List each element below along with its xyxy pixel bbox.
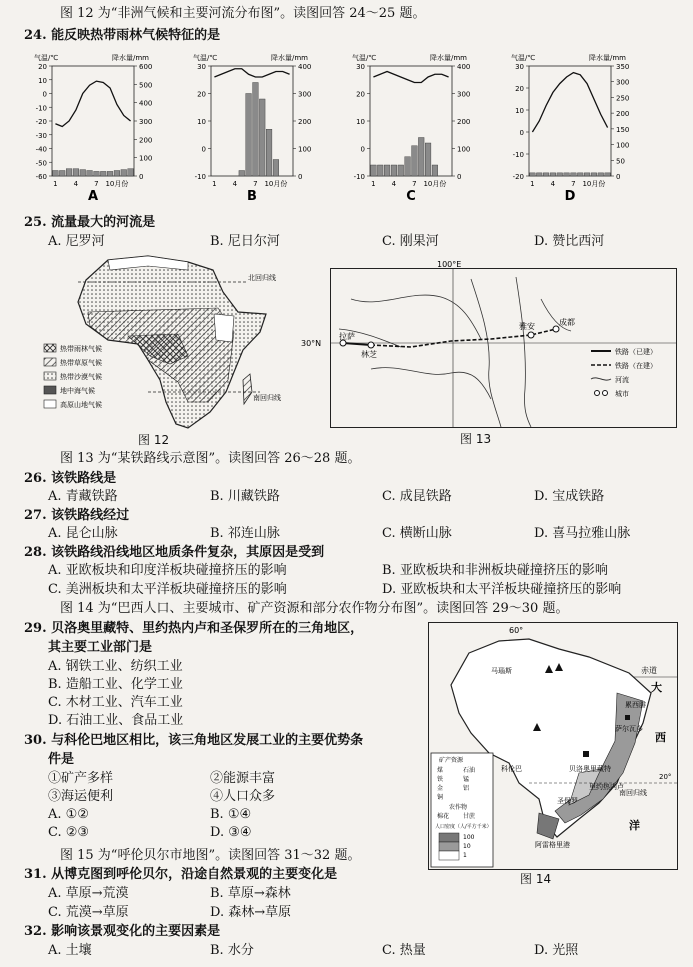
chart-c-precip-bar <box>418 138 424 177</box>
q25-option-c[interactable]: C. 刚果河 <box>382 234 439 249</box>
chart-a-temp-tick-label: -10 <box>35 104 47 113</box>
chart-b-temp-tick-label: 0 <box>201 145 206 154</box>
chart-c-precip-tick-label: 400 <box>457 63 471 71</box>
chart-b-precip-bar <box>259 99 265 176</box>
chart-d-precip-bar <box>564 173 570 176</box>
q28-stem: 28. 该铁路线沿线地区地质条件复杂，其原因是受到 <box>24 545 325 560</box>
q31-option-b[interactable]: B. 草原→森林 <box>210 886 291 901</box>
chart-a-month-tick: 1 <box>53 180 58 188</box>
chart-a-month-tick: 10月份 <box>105 180 129 188</box>
chart-b-temp-tick-label: 30 <box>197 63 206 71</box>
chart-a-precip-bar <box>94 171 100 176</box>
q32-stem: 32. 影响该景观变化的主要因素是 <box>24 924 221 939</box>
chart-a-precip-tick-label: 200 <box>139 136 153 145</box>
chart-c-month-tick: 7 <box>412 180 417 188</box>
q24-stem: 24. 能反映热带雨林气候特征的是 <box>24 28 221 43</box>
label-yaan: 雅安 <box>519 322 535 331</box>
legend-rail-planned: 铁路（在建） <box>615 362 657 370</box>
q28-option-d[interactable]: D. 亚欧板块和太平洋板块碰撞挤压的影响 <box>382 582 622 597</box>
q30-option-a[interactable]: A. ①② <box>48 807 89 822</box>
chart-c-temp-tick-label: 30 <box>356 63 365 71</box>
label-60: 60° <box>509 626 524 635</box>
intro-fig12: 图 12 为“非洲气候和主要河流分布图”。读图回答 24～25 题。 <box>60 6 426 21</box>
q28-option-a[interactable]: A. 亚欧板块和印度洋板块碰撞挤压的影响 <box>48 563 287 578</box>
label-tropic-cancer: 北回归线 <box>248 274 276 282</box>
chart-b-temp-tick-label: 20 <box>197 90 206 99</box>
chart-c-temp-tick-label: -10 <box>353 173 365 181</box>
brazil-map-svg <box>429 623 677 869</box>
q29-option-c[interactable]: C. 木材工业、汽车工业 <box>48 695 183 710</box>
q30-stem-line2: 件是 <box>48 752 75 767</box>
railway-map-svg <box>301 260 676 427</box>
chart-d-precip-tick-label: 200 <box>616 110 630 119</box>
chart-c-precip-bar <box>371 165 377 176</box>
chart-d-temp-tick-label: 20 <box>515 85 524 93</box>
q26-stem: 26. 该铁路线是 <box>24 471 117 486</box>
label-porto-alegre: 阿雷格里港 <box>535 841 570 849</box>
chart-d-temp-tick-label: -10 <box>512 151 524 159</box>
q25-stem: 25. 流量最大的河流是 <box>24 215 156 230</box>
chart-a-precip-bar <box>59 171 65 177</box>
q26-option-d[interactable]: D. 宝成铁路 <box>534 489 605 504</box>
chart-a-precip-tick-label: 100 <box>139 154 153 163</box>
chart-d-precip-bar <box>584 173 590 176</box>
chart-b-precip-tick-label: 400 <box>298 63 312 71</box>
chart-b-precip-axis-label: 降水量/mm <box>271 54 308 62</box>
chart-b-precip-tick-label: 100 <box>298 145 312 154</box>
chart-a-precip-bar <box>128 169 134 176</box>
chart-a-temp-tick-label: 20 <box>38 63 47 71</box>
label-chengdu: 成都 <box>559 318 575 327</box>
chart-b-temp-axis-label: 气温/℃ <box>193 54 218 62</box>
chart-d-precip-tick-label: 0 <box>616 173 621 181</box>
q31-option-c[interactable]: C. 荒漠→草原 <box>48 905 129 920</box>
chart-c-temp-tick-label: 0 <box>360 145 365 154</box>
q32-option-a[interactable]: A. 土壤 <box>48 943 92 958</box>
label-tropic-14: 南回归线 <box>619 789 647 797</box>
chart-a-precip-bar <box>121 170 127 176</box>
chart-a-temp-tick-label: -20 <box>35 118 47 126</box>
legend-sugarcane: 甘蔗 <box>463 813 476 820</box>
fig13-legend <box>591 347 657 398</box>
highland-zone <box>214 314 234 342</box>
madagascar <box>243 374 252 404</box>
chart-a-precip-tick-label: 0 <box>139 173 144 181</box>
chart-d-precip-tick-label: 350 <box>616 63 630 71</box>
chart-d-temp-tick-label: 10 <box>515 107 524 115</box>
chart-b-precip-tick-label: 0 <box>298 173 303 181</box>
legend-iron: 铁 <box>437 776 444 783</box>
q26-option-b[interactable]: B. 川藏铁路 <box>210 489 280 504</box>
chart-a-precip-tick-label: 600 <box>139 63 153 71</box>
chart-a-temp-tick-label: 0 <box>42 90 47 99</box>
chart-d-precip-bar <box>571 173 577 176</box>
legend-copper: 铜 <box>437 794 444 801</box>
chart-c-precip-bar <box>432 165 438 176</box>
chart-d-month-tick: 1 <box>530 180 535 188</box>
chart-c-precip-bar <box>384 165 390 176</box>
chart-b-month-tick: 7 <box>253 180 258 188</box>
chart-a-precip-bar <box>87 171 93 177</box>
chart-b-frame <box>211 66 293 176</box>
chart-c-precip-bar <box>425 143 431 176</box>
chart-c-precip-bar <box>412 146 418 176</box>
chart-d-precip-tick-label: 250 <box>616 94 630 103</box>
chart-a-precip-bar <box>100 171 106 176</box>
railway-planned <box>371 329 556 347</box>
chart-c-precip-tick-label: 0 <box>457 173 462 181</box>
chart-c-precip-bar <box>398 165 404 176</box>
chart-b-precip-bar <box>246 94 252 177</box>
chart-d-precip-bar <box>536 173 542 176</box>
q30-item-1: ①矿产多样 <box>48 771 114 786</box>
chart-a-temp-line <box>55 81 130 126</box>
legend-density-title: 人口密度（人/平方千米） <box>435 824 492 830</box>
chart-a-precip-bar <box>66 169 72 176</box>
chart-c-precip-tick-label: 200 <box>457 118 471 126</box>
legend-coal: 煤 <box>437 767 444 774</box>
chart-c-month-tick: 4 <box>391 180 397 188</box>
chart-a-precip-bar <box>80 170 86 176</box>
chart-a-temp-axis-label: 气温/℃ <box>34 54 59 62</box>
label-corumba: 科伦巴 <box>501 765 522 773</box>
chart-c-precip-tick-label: 300 <box>457 90 471 99</box>
chart-a-precip-bar <box>53 171 59 177</box>
legend-highland: 高原山地气候 <box>60 401 102 409</box>
africa-climate-map <box>38 252 288 434</box>
legend-density-10: 10 <box>463 843 471 850</box>
chart-c-precip-bar <box>377 165 383 176</box>
q32-option-b[interactable]: B. 水分 <box>210 943 254 958</box>
q25-option-b[interactable]: B. 尼日尔河 <box>210 234 280 249</box>
label-ocean-3: 洋 <box>629 819 640 832</box>
chart-d-precip-bar <box>543 173 549 176</box>
q28-option-c[interactable]: C. 美洲板块和太平洋板块碰撞挤压的影响 <box>48 582 287 597</box>
chart-d-temp-tick-label: 0 <box>519 129 524 137</box>
intro-fig13: 图 13 为“某铁路线示意图”。读图回答 26～28 题。 <box>60 451 361 466</box>
fig12-caption: 图 12 <box>138 433 170 447</box>
chart-d-precip-bar <box>577 173 583 176</box>
q32-option-c[interactable]: C. 热量 <box>382 943 426 958</box>
chart-a-temp-tick-label: -30 <box>35 131 47 140</box>
label-lhasa: 拉萨 <box>339 332 355 341</box>
label-rio: 里约热内卢 <box>589 783 624 791</box>
chart-d-letter: D <box>564 189 576 204</box>
chart-d-precip-bar <box>550 173 556 176</box>
q27-option-c[interactable]: C. 横断山脉 <box>382 526 452 541</box>
chart-d-month-tick: 7 <box>571 180 576 188</box>
label-nyingchi: 林芝 <box>361 350 377 359</box>
chart-c-precip-bar <box>405 157 411 176</box>
chart-d-precip-bar <box>591 173 597 176</box>
legend-gold: 金 <box>437 785 444 792</box>
chart-b-temp-tick-label: 10 <box>197 118 206 126</box>
fig12-legend <box>44 344 102 409</box>
q25-option-a[interactable]: A. 尼罗河 <box>48 234 105 249</box>
q30-item-3: ③海运便利 <box>48 789 114 804</box>
chart-b-month-tick: 1 <box>212 180 217 188</box>
q31-option-d[interactable]: D. 森林→草原 <box>210 905 292 920</box>
chart-b-precip-tick-label: 300 <box>298 90 312 99</box>
legend-oil: 石油 <box>463 767 476 774</box>
chart-a-precip-bar <box>73 169 79 176</box>
chart-d-precip-bar <box>530 173 536 176</box>
q30-option-b[interactable]: B. ①④ <box>210 807 252 822</box>
legend-mediterranean: 地中海气候 <box>60 387 95 395</box>
label-tropic-capricorn: 南回归线 <box>253 394 281 402</box>
city-yaan <box>528 332 534 338</box>
q29-option-a[interactable]: A. 钢铁工业、纺织工业 <box>48 659 183 674</box>
label-ocean-1: 大 <box>651 681 662 694</box>
chart-c-temp-tick-label: 20 <box>356 90 365 99</box>
chart-a-temp-tick-label: 10 <box>38 76 47 85</box>
legend-city: 城市 <box>615 390 629 398</box>
chart-d-precip-tick-label: 150 <box>616 125 630 134</box>
chart-d-precip-bar <box>557 173 563 176</box>
q27-option-a[interactable]: A. 昆仑山脉 <box>48 526 118 541</box>
label-manaus: 马瑙斯 <box>491 667 512 675</box>
q30-item-2: ②能源丰富 <box>210 771 276 786</box>
q27-option-d[interactable]: D. 喜马拉雅山脉 <box>534 526 631 541</box>
chart-d-precip-tick-label: 100 <box>616 141 630 150</box>
chart-a-letter: A <box>87 189 99 204</box>
chart-c-letter: C <box>406 189 416 204</box>
q25-option-d[interactable]: D. 赞比西河 <box>534 234 605 249</box>
label-20: 20° <box>659 773 672 781</box>
legend-desert: 热带沙漠气候 <box>60 373 102 381</box>
climate-charts-svg <box>32 48 668 220</box>
chart-d-precip-bar <box>598 173 604 176</box>
chart-b-temp-line <box>214 69 289 77</box>
chart-c-month-tick: 10月份 <box>423 180 447 188</box>
legend-river: 河流 <box>615 376 629 384</box>
q27-option-b[interactable]: B. 祁连山脉 <box>210 526 280 541</box>
q30-stem-line1: 30. 与科伦巴地区相比，该三角地区发展工业的主要优势条 <box>24 733 364 748</box>
q31-stem: 31. 从博克图到呼伦贝尔，沿途自然景观的主要变化是 <box>24 867 338 882</box>
chart-a-precip-tick-label: 500 <box>139 81 153 90</box>
legend-rainforest: 热带雨林气候 <box>60 345 102 353</box>
chart-d-temp-tick-label: -20 <box>512 173 524 181</box>
chart-c-frame <box>370 66 452 176</box>
chart-d-frame <box>529 66 611 176</box>
chart-d-temp-axis-label: 气温/℃ <box>511 54 536 62</box>
chart-c-month-tick: 1 <box>371 180 376 188</box>
chart-c-temp-line <box>373 72 448 83</box>
chart-b-letter: B <box>247 189 257 204</box>
chart-b-precip-bar <box>239 171 245 177</box>
rainforest-zone <box>128 334 188 364</box>
intro-fig14: 图 14 为“巴西人口、主要城市、矿产资源和部分农作物分布图”。读图回答 29～30 题。 <box>60 601 569 616</box>
legend-crops: 农作物 <box>449 804 468 811</box>
brazil-map <box>428 622 678 870</box>
q31-option-a[interactable]: A. 草原→荒漠 <box>48 886 129 901</box>
q29-stem-line1: 29. 贝洛奥里藏特、里约热内卢和圣保罗所在的三角地区， <box>24 621 364 636</box>
chart-d-temp-line <box>532 73 607 132</box>
legend-title-minerals: 矿产资源 <box>439 757 464 764</box>
label-salvador: 萨尔瓦多 <box>615 725 643 733</box>
chart-a-precip-axis-label: 降水量/mm <box>112 54 149 62</box>
chart-a-temp-tick-label: -60 <box>35 173 47 181</box>
africa-map-svg <box>38 252 288 434</box>
legend-savanna: 热带草原气候 <box>60 359 102 367</box>
label-ocean-2: 西 <box>655 731 666 744</box>
label-recife: 累西腓 <box>625 701 646 709</box>
q28-option-b[interactable]: B. 亚欧板块和非洲板块碰撞挤压的影响 <box>382 563 608 578</box>
chart-c-temp-axis-label: 气温/℃ <box>352 54 377 62</box>
legend-rail-built: 铁路（已建） <box>615 348 657 356</box>
chart-a-precip-tick-label: 300 <box>139 118 153 126</box>
label-sao-paulo: 圣保罗 <box>557 797 578 805</box>
climate-charts <box>32 48 668 220</box>
chart-b-precip-bar <box>266 129 272 176</box>
q27-stem: 27. 该铁路线经过 <box>24 508 130 523</box>
q26-option-a[interactable]: A. 青藏铁路 <box>48 489 118 504</box>
chart-d-month-tick: 4 <box>550 180 556 188</box>
q32-option-d[interactable]: D. 光照 <box>534 943 579 958</box>
chart-a-precip-bar <box>107 171 113 176</box>
chart-c-precip-bar <box>391 165 397 176</box>
chart-b-precip-bar <box>273 160 279 177</box>
legend-density-1: 1 <box>463 852 467 859</box>
legend-manganese: 锰 <box>463 776 470 783</box>
label-30n: 30°N <box>301 339 322 348</box>
chart-a-precip-tick-label: 400 <box>139 99 153 108</box>
chart-a-temp-tick-label: -50 <box>35 159 47 168</box>
q29-option-d[interactable]: D. 石油工业、食品工业 <box>48 713 184 728</box>
fig14-caption: 图 14 <box>520 872 552 886</box>
q29-stem-line2: 其主要工业部门是 <box>48 640 153 655</box>
chart-d-precip-tick-label: 300 <box>616 78 630 87</box>
legend-aluminium: 铝 <box>463 785 470 792</box>
chart-a-month-tick: 7 <box>94 180 99 188</box>
chart-a-precip-bar <box>114 171 120 177</box>
chart-d-precip-axis-label: 降水量/mm <box>589 54 626 62</box>
chart-d-month-tick: 10月份 <box>582 180 606 188</box>
railway-map <box>301 260 677 428</box>
chart-b-month-tick: 10月份 <box>264 180 288 188</box>
fig13-caption: 图 13 <box>460 432 492 446</box>
chart-c-precip-axis-label: 降水量/mm <box>430 54 467 62</box>
q26-option-c[interactable]: C. 成昆铁路 <box>382 489 452 504</box>
chart-c-temp-tick-label: 10 <box>356 118 365 126</box>
chart-d-temp-tick-label: 30 <box>515 63 524 71</box>
chart-a-month-tick: 4 <box>73 180 79 188</box>
chart-c-precip-tick-label: 100 <box>457 145 471 154</box>
chart-b-temp-tick-label: -10 <box>194 173 206 181</box>
label-equator: 赤道 <box>641 666 657 675</box>
chart-b-precip-bar <box>253 83 259 177</box>
q30-option-d[interactable]: D. ③④ <box>210 825 252 840</box>
chart-b-month-tick: 4 <box>232 180 238 188</box>
chart-d-precip-tick-label: 50 <box>616 157 625 166</box>
legend-density-100: 100 <box>463 834 475 841</box>
q30-item-4: ④人口众多 <box>210 789 276 804</box>
chart-a-temp-tick-label: -40 <box>35 145 47 154</box>
q30-option-c[interactable]: C. ②③ <box>48 825 90 840</box>
legend-cotton: 棉花 <box>437 813 450 820</box>
city-nyingchi <box>368 342 374 348</box>
q29-option-b[interactable]: B. 造船工业、化学工业 <box>48 677 183 692</box>
label-100e: 100°E <box>437 260 462 269</box>
chart-d-precip-bar <box>605 173 611 176</box>
label-belo-horizonte: 贝洛奥里藏特 <box>569 765 611 773</box>
chart-b-precip-tick-label: 200 <box>298 118 312 126</box>
intro-fig15: 图 15 为“呼伦贝尔市地图”。读图回答 31～32 题。 <box>60 848 361 863</box>
